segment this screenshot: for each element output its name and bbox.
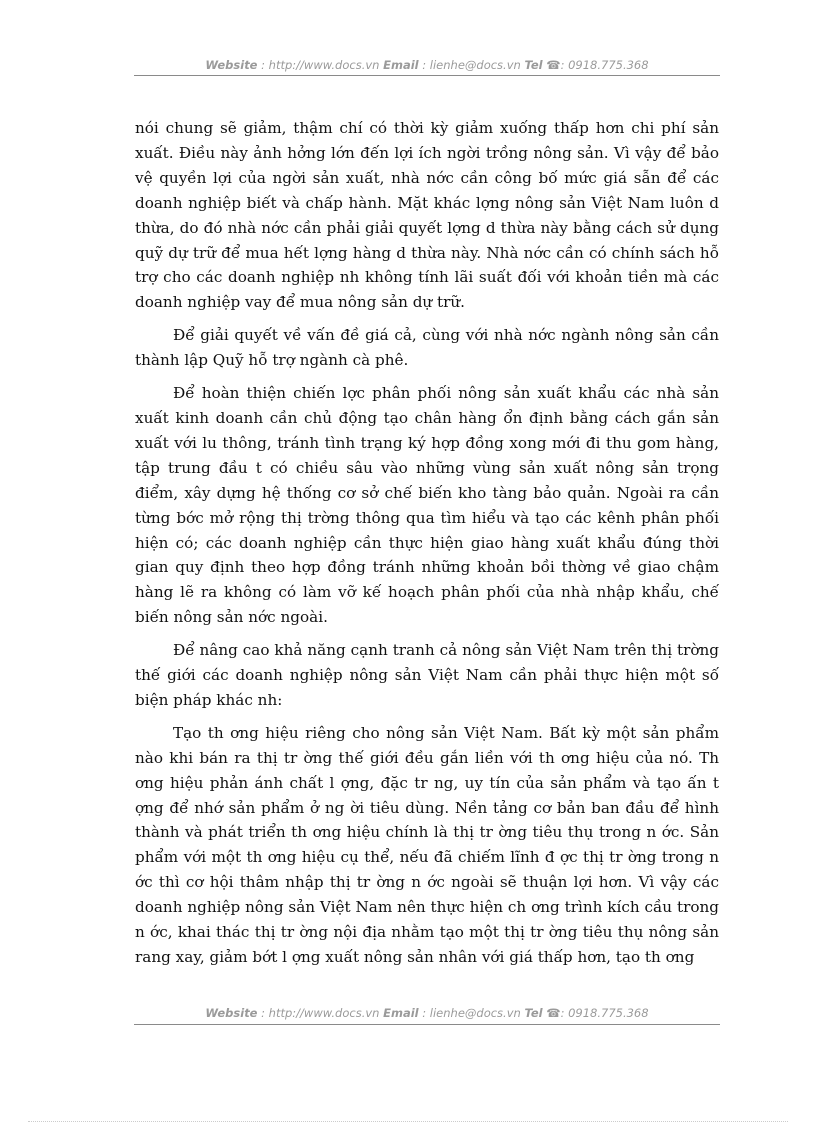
paragraph-3: Để hoàn thiện chiến lợc phân phối nông sản xuất khẩu các nhà sản xuất kinh doanh cần chủ động tạo chân hàng ổn định bằng cách gắn sản xuất với lu thông, tránh tình trạng ký hợp đồng xong mới đi thu gom hàng, tập trung đầu t có chiều sâu vào những vùng sản xuất nông sản trọng điểm, xây dựng hệ thống cơ sở chế biến kho tàng bảo quản. Ngoài ra cần từng bớc mở rộng thị trờng thông qua tìm hiểu và tạo các kênh phân phối hiện có; các doanh nghiệp cần thực hiện giao hàng xuất khẩu đúng thời gian quy định theo hợp đồng tránh những khoản bồi thờng về giao chậm hàng lẽ ra không có làm vỡ kế hoạch phân phối của nhà nhập khẩu, chế biến nông sản nớc ngoài. xyxy=(135,384,719,627)
header-divider xyxy=(134,75,720,76)
footer-email-label: Email xyxy=(383,1006,419,1020)
footer-email-link[interactable]: : lienhe@docs.vn xyxy=(422,1006,521,1020)
header-tel-label: Tel xyxy=(524,58,543,72)
header-tel-value: : 0918.775.368 xyxy=(560,58,649,72)
footer-tel-value: : 0918.775.368 xyxy=(560,1006,649,1020)
page-header xyxy=(134,58,720,72)
header-email-link[interactable]: : lienhe@docs.vn xyxy=(422,58,521,72)
footer-tel-label: Tel xyxy=(524,1006,543,1020)
footer-divider xyxy=(134,1024,720,1025)
footer-website-label: Website xyxy=(205,1006,258,1020)
header-website-label: Website xyxy=(205,58,258,72)
paragraph-5: Tạo th ơng hiệu riêng cho nông sản Việt Nam. Bất kỳ một sản phẩm nào khi bán ra thị tr ờng thế giới đều gắn liền với th ơng hiệu của nó. Th ơng hiệu phản ánh chất l ợng, đặc tr ng, uy tín của sản phẩm và tạo ấn t ợng để nhớ sản phẩm ở ng ời tiêu dùng. Nền tảng cơ bản ban đầu để hình thành và phát triển th ơng hiệu chính là thị tr ờng tiêu thụ trong n ớc. Sản phẩm với một th ơng hiệu cụ thể, nếu đã chiếm lĩnh đ ợc thị tr ờng trong n ớc thì cơ hội thâm nhập thị tr ờng n ớc ngoài sẽ thuận lợi hơn. Vì vậy các doanh nghiệp nông sản Việt Nam nên thực hiện ch ơng trình kích cầu trong n ớc, khai thác thị tr ờng nội địa nhằm tạo một thị tr ờng tiêu thụ nông sản rang xay, giảm bớt l ợng xuất nông sản nhân với giá thấp hơn, tạo th ơng xyxy=(135,723,719,966)
header-website-link[interactable]: : http://www.docs.vn xyxy=(261,58,380,72)
phone-icon: ☎ xyxy=(546,58,561,72)
paragraph-4: Để nâng cao khả năng cạnh tranh cả nông sản Việt Nam trên thị trờng thế giới các doanh nghiệp nông sản Việt Nam cần phải thực hiện một số biện pháp khác nh: xyxy=(135,641,719,709)
page-footer xyxy=(134,1006,720,1020)
page-edge xyxy=(28,1121,788,1122)
paragraph-1: nói chung sẽ giảm, thậm chí có thời kỳ giảm xuống thấp hơn chi phí sản xuất. Điều này ảnh hởng lớn đến lợi ích ngời trồng nông sản. Vì vậy để bảo vệ quyền lợi của ngời sản xuất, nhà nớc cần công bố mức giá sẫn để các doanh nghiệp biết và chấp hành. Mặt khác lợng nông sản Việt Nam luôn d thừa, do đó nhà nớc cần phải giải quyết lợng d thừa này bằng cách sử dụng quỹ dự trữ để mua hết lợng hàng d thừa này. Nhà nớc cần có chính sách hỗ trợ cho các doanh nghiệp nh không tính lãi suất đối với khoản tiền mà các doanh nghiệp vay để mua nông sản dự trữ. xyxy=(135,119,719,312)
phone-icon: ☎ xyxy=(546,1006,561,1020)
paragraph-2: Để giải quyết về vấn đề giá cả, cùng với nhà nớc ngành nông sản cần thành lập Quỹ hỗ trợ ngành cà phê. xyxy=(135,326,719,370)
document-body xyxy=(135,116,719,978)
footer-website-link[interactable]: : http://www.docs.vn xyxy=(261,1006,380,1020)
header-email-label: Email xyxy=(383,58,419,72)
